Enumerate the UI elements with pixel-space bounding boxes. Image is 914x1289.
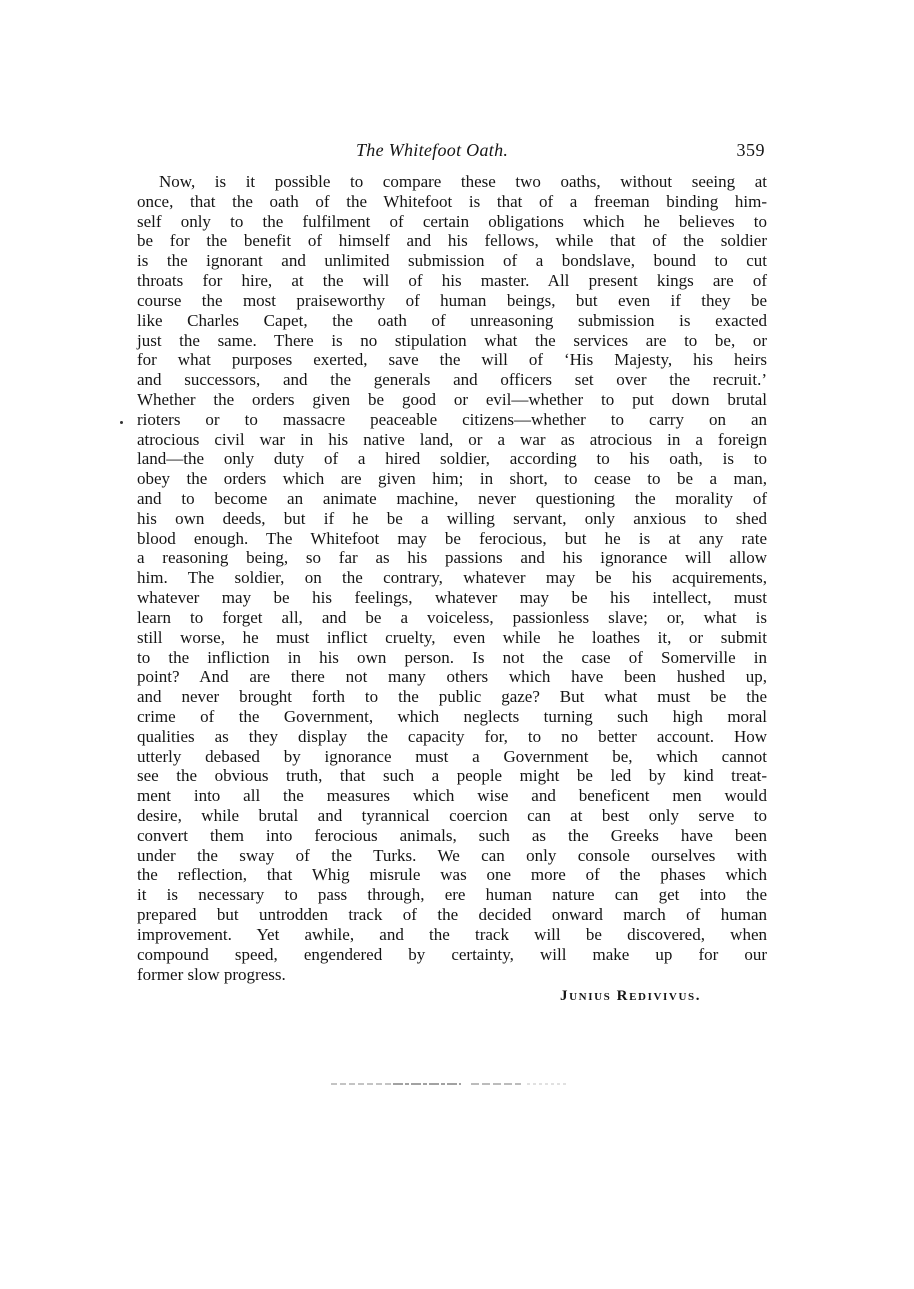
text-line: once, that the oath of the Whitefoot is that of a freeman binding him- xyxy=(137,191,767,211)
text-line: land—the only duty of a hired soldier, according to his oath, is to xyxy=(137,449,767,469)
text-line: Whether the orders given be good or evil—whether to put down brutal xyxy=(137,389,767,409)
text-line: convert them into ferocious animals, such as the Greeks have been xyxy=(137,825,767,845)
text-line: it is necessary to pass through, ere human nature can get into the xyxy=(137,885,767,905)
author-signature: Junius Redivivus. xyxy=(560,988,702,1004)
text-line: self only to the fulfilment of certain obligations which he believes to xyxy=(137,211,767,231)
text-line: rioters or to massacre peaceable citizens—whether to carry on an xyxy=(137,409,767,429)
text-line: learn to forget all, and be a voiceless, passionless slave; or, what is xyxy=(137,607,767,627)
text-line: just the same. There is no stipulation what the services are to be, or xyxy=(137,330,767,350)
text-line: atrocious civil war in his native land, or a war as atrocious in a foreign xyxy=(137,429,767,449)
text-line: for what purposes exerted, save the will of ‘His Majesty, his heirs xyxy=(137,350,767,370)
text-line: like Charles Capet, the oath of unreasoning submission is exacted xyxy=(137,310,767,330)
running-head xyxy=(138,140,768,166)
text-line: utterly debased by ignorance must a Government be, which cannot xyxy=(137,746,767,766)
text-line: and never brought forth to the public gaze? But what must be the xyxy=(137,687,767,707)
text-line: under the sway of the Turks. We can only console ourselves with xyxy=(137,845,767,865)
text-line: crime of the Government, which neglects turning such high moral xyxy=(137,706,767,726)
text-line: compound speed, engendered by certainty, will make up for our xyxy=(137,944,767,964)
text-line: course the most praiseworthy of human beings, but even if they be xyxy=(137,290,767,310)
text-line: prepared but untrodden track of the decided onward march of human xyxy=(137,905,767,925)
text-line: throats for hire, at the will of his master. All present kings are of xyxy=(137,271,767,291)
text-line: and to become an animate machine, never questioning the morality of xyxy=(137,489,767,508)
text-line: see the obvious truth, that such a people might be led by kind treat- xyxy=(137,766,767,786)
text-line: blood enough. The Whitefoot may be ferocious, but he is at any rate xyxy=(137,528,767,548)
text-line: and successors, and the generals and officers set over the recruit.’ xyxy=(137,370,767,390)
text-line: Now, is it possible to compare these two oaths, without seeing at xyxy=(159,172,767,191)
text-line: whatever may be his feelings, whatever may be his intellect, must xyxy=(137,588,767,608)
page-number: 359 xyxy=(736,140,765,160)
text-line: is the ignorant and unlimited submission of a bondslave, bound to cut xyxy=(137,251,767,271)
section-end-rule xyxy=(331,1082,569,1086)
article-body xyxy=(137,172,767,984)
text-line: ment into all the measures which wise and beneficent men would xyxy=(137,786,767,806)
text-line: still worse, he must inflict cruelty, even while he loathes it, or submit xyxy=(137,627,767,647)
running-title: The Whitefoot Oath. xyxy=(356,140,509,160)
text-line: obey the orders which are given him; in short, to cease to be a man, xyxy=(137,469,767,489)
text-line: to the infliction in his own person. Is not the case of Somerville in xyxy=(137,647,767,667)
text-line: improvement. Yet awhile, and the track will be discovered, when xyxy=(137,924,767,944)
stray-ink-mark xyxy=(120,421,123,424)
text-line: a reasoning being, so far as his passions and his ignorance will allow xyxy=(137,548,767,568)
text-line: desire, while brutal and tyrannical coercion can at best only serve to xyxy=(137,806,767,825)
text-line: former slow progress. xyxy=(137,964,286,984)
text-line: be for the benefit of himself and his fellows, while that of the soldier xyxy=(137,231,767,251)
text-line: qualities as they display the capacity for, to no better account. How xyxy=(137,726,767,746)
text-line: the reflection, that Whig misrule was one more of the phases which xyxy=(137,865,767,885)
text-line: his own deeds, but if he be a willing servant, only anxious to shed xyxy=(137,508,767,528)
text-line: point? And are there not many others which have been hushed up, xyxy=(137,667,767,687)
text-line: him. The soldier, on the contrary, whatever may be his acquirements, xyxy=(137,568,767,588)
